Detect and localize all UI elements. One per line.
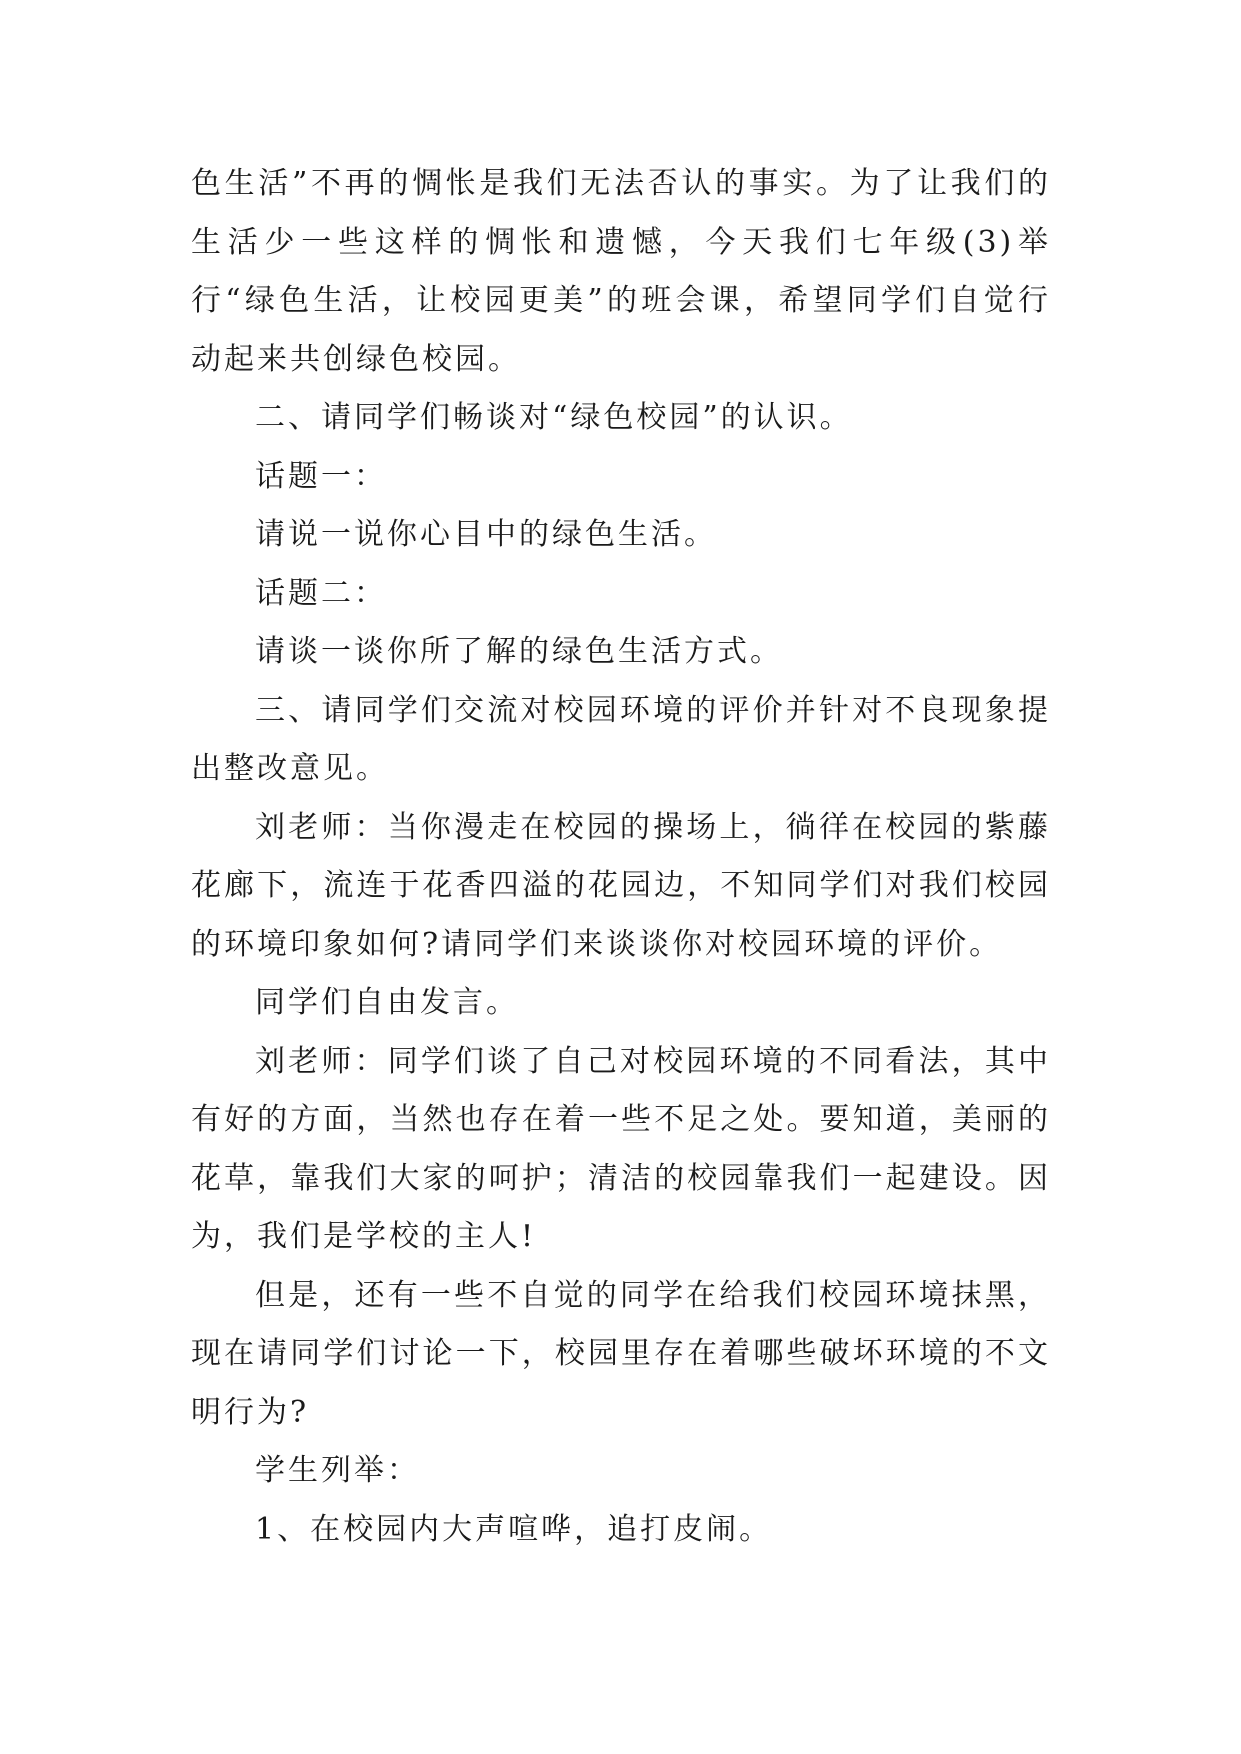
paragraph-topic-two-prompt: 请谈一谈你所了解的绿色生活方式。: [255, 634, 783, 669]
paragraph-teacher-summary: 刘老师：同学们谈了自己对校园环境的不同看法，其中有好的方面，当然也存在着一些不足之处。要知道，美丽的花草，靠我们大家的呵护；清洁的校园靠我们一起建设。因为，我们是学校的主人!: [191, 1043, 1051, 1254]
paragraph-student-list-label: 学生列举：: [255, 1453, 420, 1488]
paragraph-discussion-prompt: 但是，还有一些不自觉的同学在给我们校园环境抹黑，现在请同学们讨论一下，校园里存在着哪些破坏环境的不文明行为?: [191, 1277, 1051, 1430]
paragraph-topic-two-label: 话题二：: [255, 575, 387, 611]
paragraph-topic-one-prompt: 请说一说你心目中的绿色生活。: [255, 517, 717, 552]
paragraph-list-item-1: 1、在校园内大声喧哗，追打皮闹。: [255, 1511, 773, 1547]
paragraph-students-speak: 同学们自由发言。: [255, 985, 519, 1020]
paragraph-topic-one-label: 话题一：: [255, 458, 387, 494]
paragraph-section-two-heading: 二、请同学们畅谈对“绿色校园”的认识。: [255, 400, 853, 435]
paragraph-section-three-heading: 三、请同学们交流对校园环境的评价并针对不良现象提出整改意见。: [191, 692, 1051, 786]
paragraph-intro-continuation: 色生活”不再的惆怅是我们无法否认的事实。为了让我们的生活少一些这样的惆怅和遗憾，今天我们七年级(3)举行“绿色生活，让校园更美”的班会课，希望同学们自觉行动起来共创绿色校园。: [191, 166, 1051, 377]
document-body: [191, 155, 1051, 1559]
paragraph-teacher-question: 刘老师：当你漫走在校园的操场上，徜徉在校园的紫藤花廊下，流连于花香四溢的花园边，不知同学们对我们校园的环境印象如何?请同学们来谈谈你对校园环境的评价。: [191, 809, 1051, 962]
